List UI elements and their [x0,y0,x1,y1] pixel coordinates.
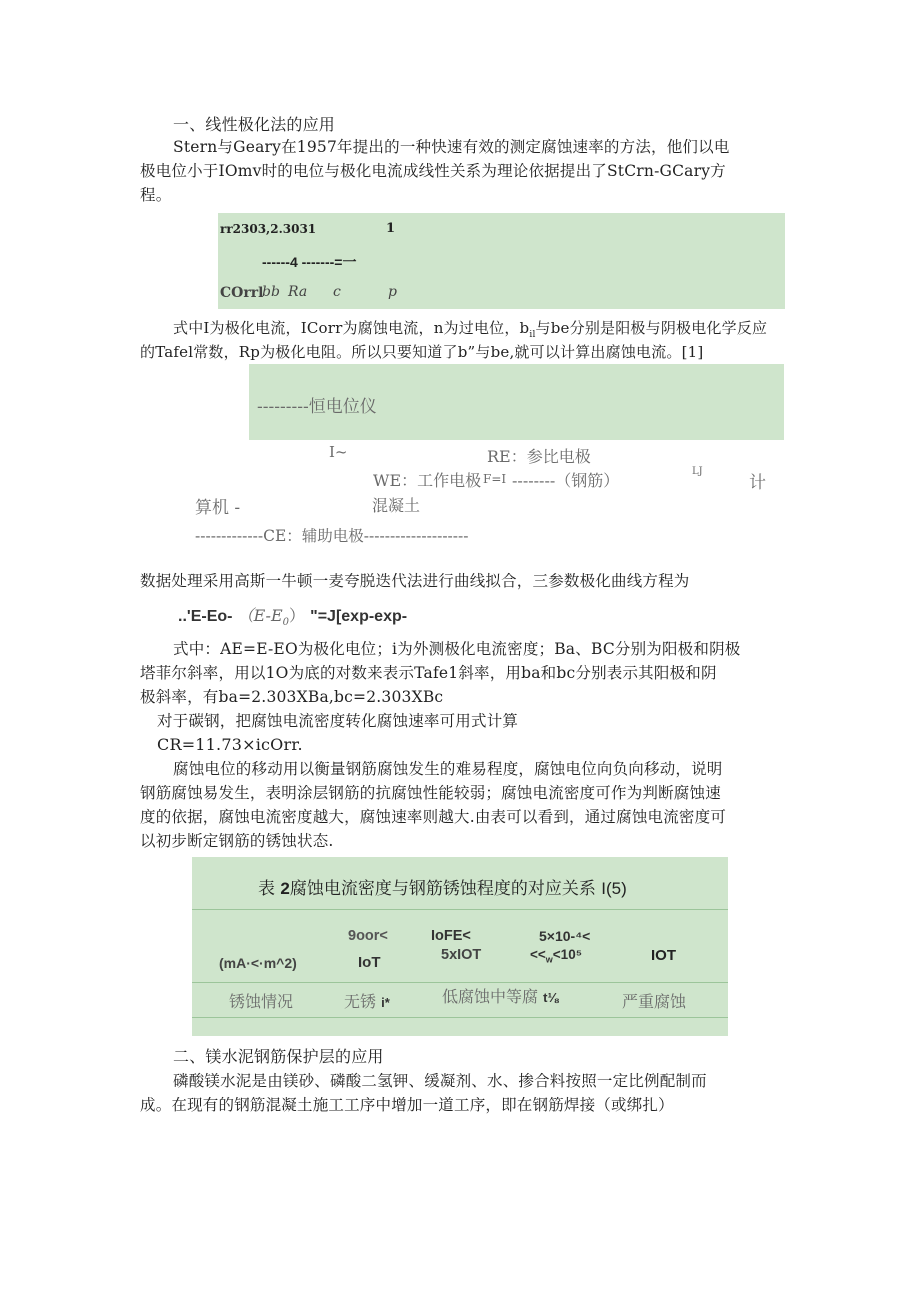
carbon-steel-text: 对于碳钢，把腐蚀电流密度转化腐蚀速率可用式计算 [157,712,519,730]
section-heading-magnesium-cement: 二、镁水泥钢筋保护层的应用 [173,1047,384,1066]
table-divider-mid [192,982,728,983]
table-col1-top: 9oor< [348,928,388,944]
computer-label-rest: 算机 - [195,498,241,518]
table-title-num: 2 [280,879,290,898]
diagram-potentiostat-box [249,364,784,440]
section2-line-1: 磷酸镁水泥是由镁砂、磷酸二氢钾、缓凝剂、水、掺合料按照一定比例配制而 [173,1072,707,1090]
table-rust-severe: 严重腐蚀 [622,992,687,1011]
formula-line-1-left: rr2303,2.3031 [220,222,317,236]
fitting-formula-a: ..'E-Eo- [178,608,233,625]
rebar-label: --------（钢筋） [512,471,620,490]
table-rust-low-mid-text: 低腐蚀中等腐 [442,987,539,1006]
intro-line-1: Stern与Geary在1957年提出的一种快速有效的测定腐蚀速率的方法，他们以电 [173,138,730,156]
fi-label: F=I [483,472,507,486]
formula-line-3-c: c [333,284,341,300]
table-col3-top: 5×10-⁴< [539,928,591,944]
formula-line-3-corr: COrrl [220,285,264,301]
fitting-formula [178,603,407,628]
formula-line-3-p: p [388,284,397,300]
current-i-label: I~ [329,443,348,461]
table-col3-bottom-sub: w [545,954,553,965]
fitting-intro: 数据处理采用高斯一牛顿一麦夸脱迭代法进行曲线拟合，三参数极化曲线方程为 [140,572,690,590]
explain-line-1-b: 与be分别是阳极与阴极电化学反应 [535,319,768,337]
table-col3-bottom-a: << [530,947,546,962]
corrosion-rate-formula: CR=11.73×icOrr. [157,735,303,754]
table-title [258,874,627,899]
table-title-rest: 腐蚀电流密度与钢筋锈蚀程度的对应关系 [289,879,596,899]
table-col1-bottom: IoT [358,954,381,971]
table-col4: IOT [651,947,676,964]
fitting-formula-b: （E-E [237,606,283,625]
table-divider-bottom [192,1017,728,1018]
lj-label: LJ [692,466,703,477]
fitting-formula-c: ） [289,606,306,625]
formula-block [218,213,785,309]
counter-electrode-label: -------------CE：辅助电极-------------------- [195,527,469,545]
formula-line-3-ra: Ra [288,284,308,300]
section-heading-linear-polarization: 一、线性极化法的应用 [173,115,336,134]
fitting-explain-3: 极斜率，有ba=2.303XBa,bc=2.303XBc [140,688,444,706]
explain-subscript: il [529,330,536,340]
table-rust-none-mark: i* [381,995,390,1010]
table-col2-top: IoFE< [431,928,471,944]
fitting-explain-1: 式中：AE=E-EO为极化电位；i为外测极化电流密度；Ba、BC分别为阳极和阴极 [173,640,741,658]
table-divider-top [192,909,728,910]
explain-line-2: 的Tafel常数，Rp为极化电阻。所以只要知道了b”与be,就可以计算出腐蚀电流。[1] [140,343,704,361]
table-rust-low-mid-mark: t⅛ [543,990,559,1005]
para-line-4: 以初步断定钢筋的锈蚀状态. [140,832,334,850]
table-title-ref: I(5) [601,879,627,898]
fitting-explain-2: 塔菲尔斜率，用以1O为底的对数来表示Tafe1斜率，用ba和bc分别表示其阳极和阴 [140,664,717,682]
intro-line-2: 极电位小于IOmv时的电位与极化电流成线性关系为理论依据提出了StCrn-GCary方 [140,162,726,180]
table-rust-none-text: 无锈 [344,992,377,1011]
working-electrode-label: WE：工作电极 [373,471,482,490]
fitting-formula-d: "=J[exp-exp- [310,608,408,625]
table-col3-bottom-b: <10⁵ [552,947,583,962]
intro-line-3: 程。 [140,186,172,204]
formula-line-3-bb: bb [262,284,280,300]
table-title-pre: 表 [258,879,275,899]
explain-line-1-a: 式中I为极化电流，ICorr为腐蚀电流，n为过电位，b [173,319,530,337]
table-rust-none [344,989,390,1012]
formula-line-2: ------4 -------=一 [262,254,357,270]
table-rust-low-mid [442,984,558,1007]
para-line-2: 钢筋腐蚀易发生，表明涂层钢筋的抗腐蚀性能较弱；腐蚀电流密度可作为判断腐蚀速 [140,784,721,802]
section2-line-2: 成。在现有的钢筋混凝土施工工序中增加一道工序，即在钢筋焊接（或绑扎） [140,1096,674,1114]
fitting-formula-sub: 0 [282,617,290,629]
table-col3-bottom [530,947,582,965]
computer-label-ji: 计 [749,473,766,493]
reference-electrode-label: RE：参比电极 [487,447,591,466]
para-line-1: 腐蚀电位的移动用以衡量钢筋腐蚀发生的难易程度，腐蚀电位向负向移动，说明 [173,760,723,778]
table-col2-bottom: 5xIOT [441,947,482,963]
concrete-label: 混凝土 [372,496,421,515]
para-line-3: 度的依据，腐蚀电流密度越大，腐蚀速率则越大.由表可以看到，通过腐蚀电流密度可 [140,808,727,826]
table-rust-label: 锈蚀情况 [229,992,294,1011]
formula-line-1-right: 1 [386,221,396,236]
table-corrosion-density [192,857,728,1036]
table-unit-header: (mA·<·m^2) [219,955,297,971]
potentiostat-label: ---------恒电位仪 [257,397,377,417]
